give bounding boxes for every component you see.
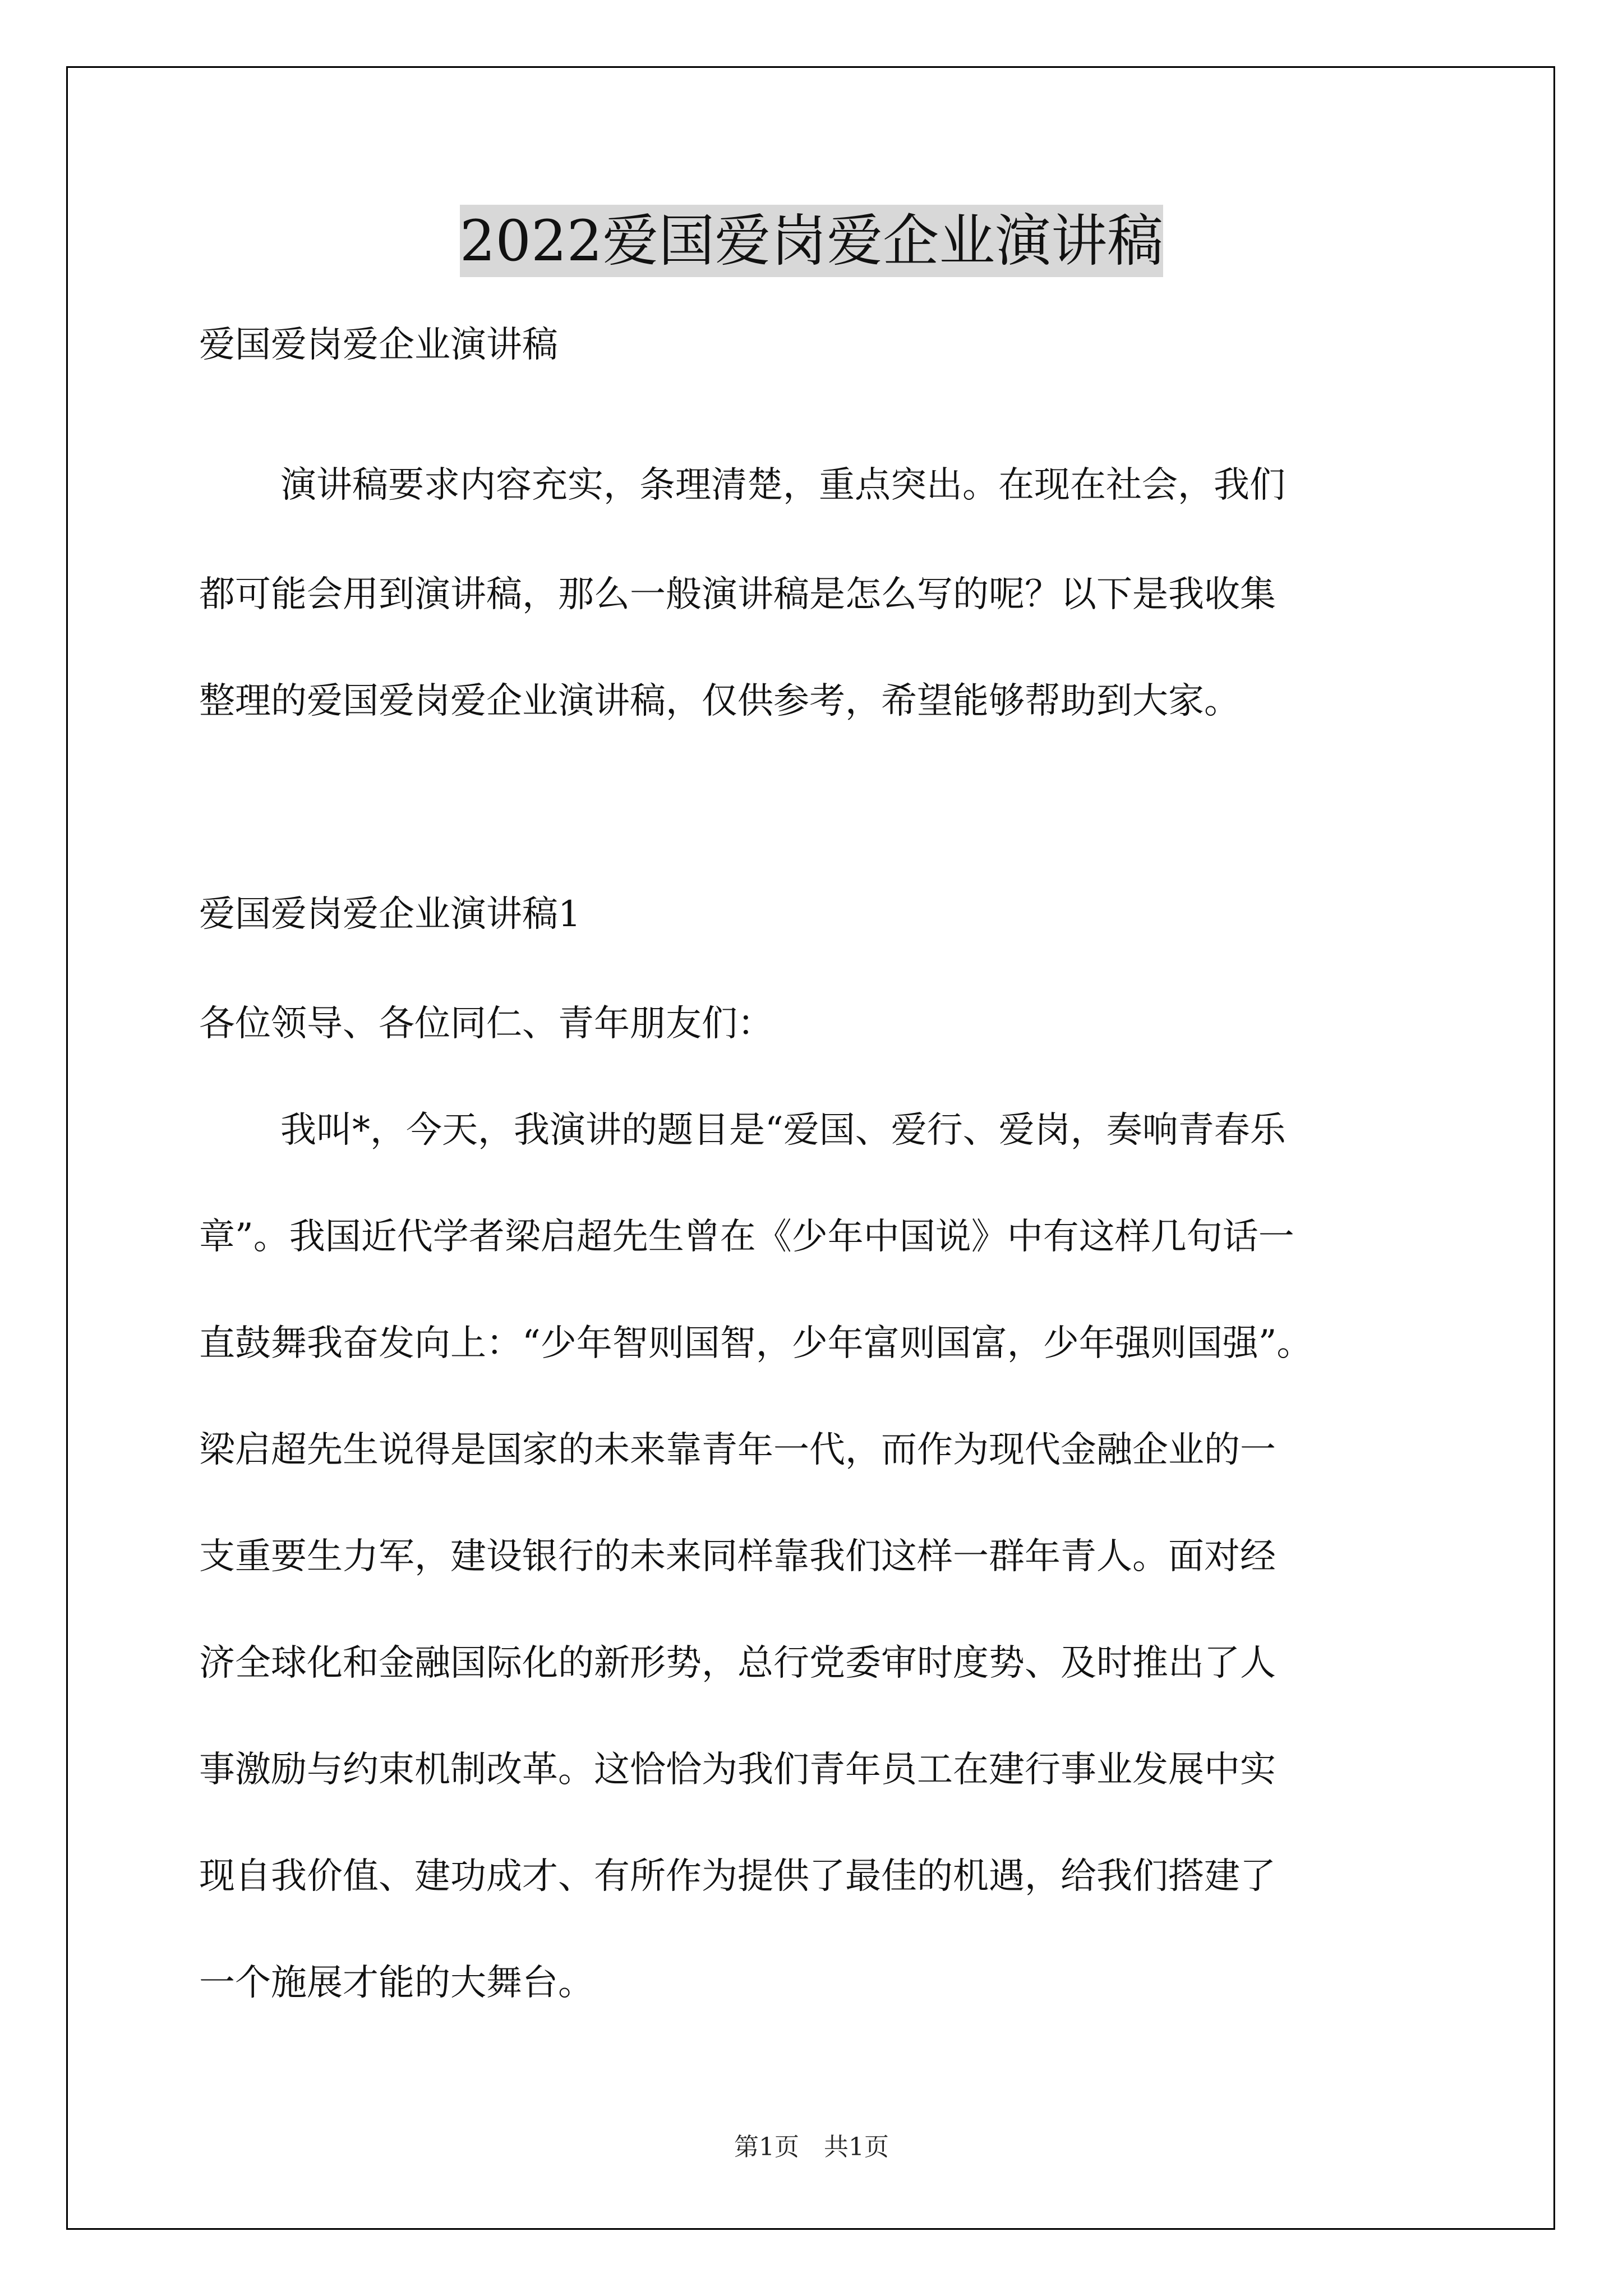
page-number-footer: 第1页 共1页 [734, 2133, 889, 2161]
body-line-5: 支重要生力军，建设银行的未来同样靠我们这样一群年青人。面对经 [199, 1536, 1276, 1577]
intro-line-1: 演讲稿要求内容充实，条理清楚，重点突出。在现在社会，我们 [280, 464, 1285, 506]
body-line-3: 直鼓舞我奋发向上：“少年智则国智，少年富则国富，少年强则国强”。 [199, 1323, 1313, 1364]
document-title-text: 2022爱国爱岗爱企业演讲稿 [460, 205, 1164, 277]
body-line-2: 章”。我国近代学者梁启超先生曾在《少年中国说》中有这样几句话一 [199, 1216, 1294, 1258]
body-line-6: 济全球化和金融国际化的新形势，总行党委审时度势、及时推出了人 [199, 1642, 1276, 1684]
intro-line-3: 整理的爱国爱岗爱企业演讲稿，仅供参考，希望能够帮助到大家。 [199, 680, 1240, 722]
document-title [0, 205, 1623, 278]
document-subtitle: 爱国爱岗爱企业演讲稿 [199, 324, 558, 366]
salutation: 各位领导、各位同仁、青年朋友们： [199, 1003, 773, 1045]
body-line-1: 我叫*，今天，我演讲的题目是“爱国、爱行、爱岗，奏响青春乐 [280, 1110, 1286, 1151]
body-line-7: 事激励与约束机制改革。这恰恰为我们青年员工在建行事业发展中实 [199, 1749, 1276, 1791]
section-heading: 爱国爱岗爱企业演讲稿1 [199, 894, 581, 935]
body-line-9: 一个施展才能的大舞台。 [199, 1962, 594, 2004]
body-line-8: 现自我价值、建功成才、有所作为提供了最佳的机遇，给我们搭建了 [199, 1856, 1276, 1897]
intro-line-2: 都可能会用到演讲稿，那么一般演讲稿是怎么写的呢？以下是我收集 [199, 574, 1276, 615]
body-line-4: 梁启超先生说得是国家的未来靠青年一代，而作为现代金融企业的一 [199, 1429, 1276, 1471]
